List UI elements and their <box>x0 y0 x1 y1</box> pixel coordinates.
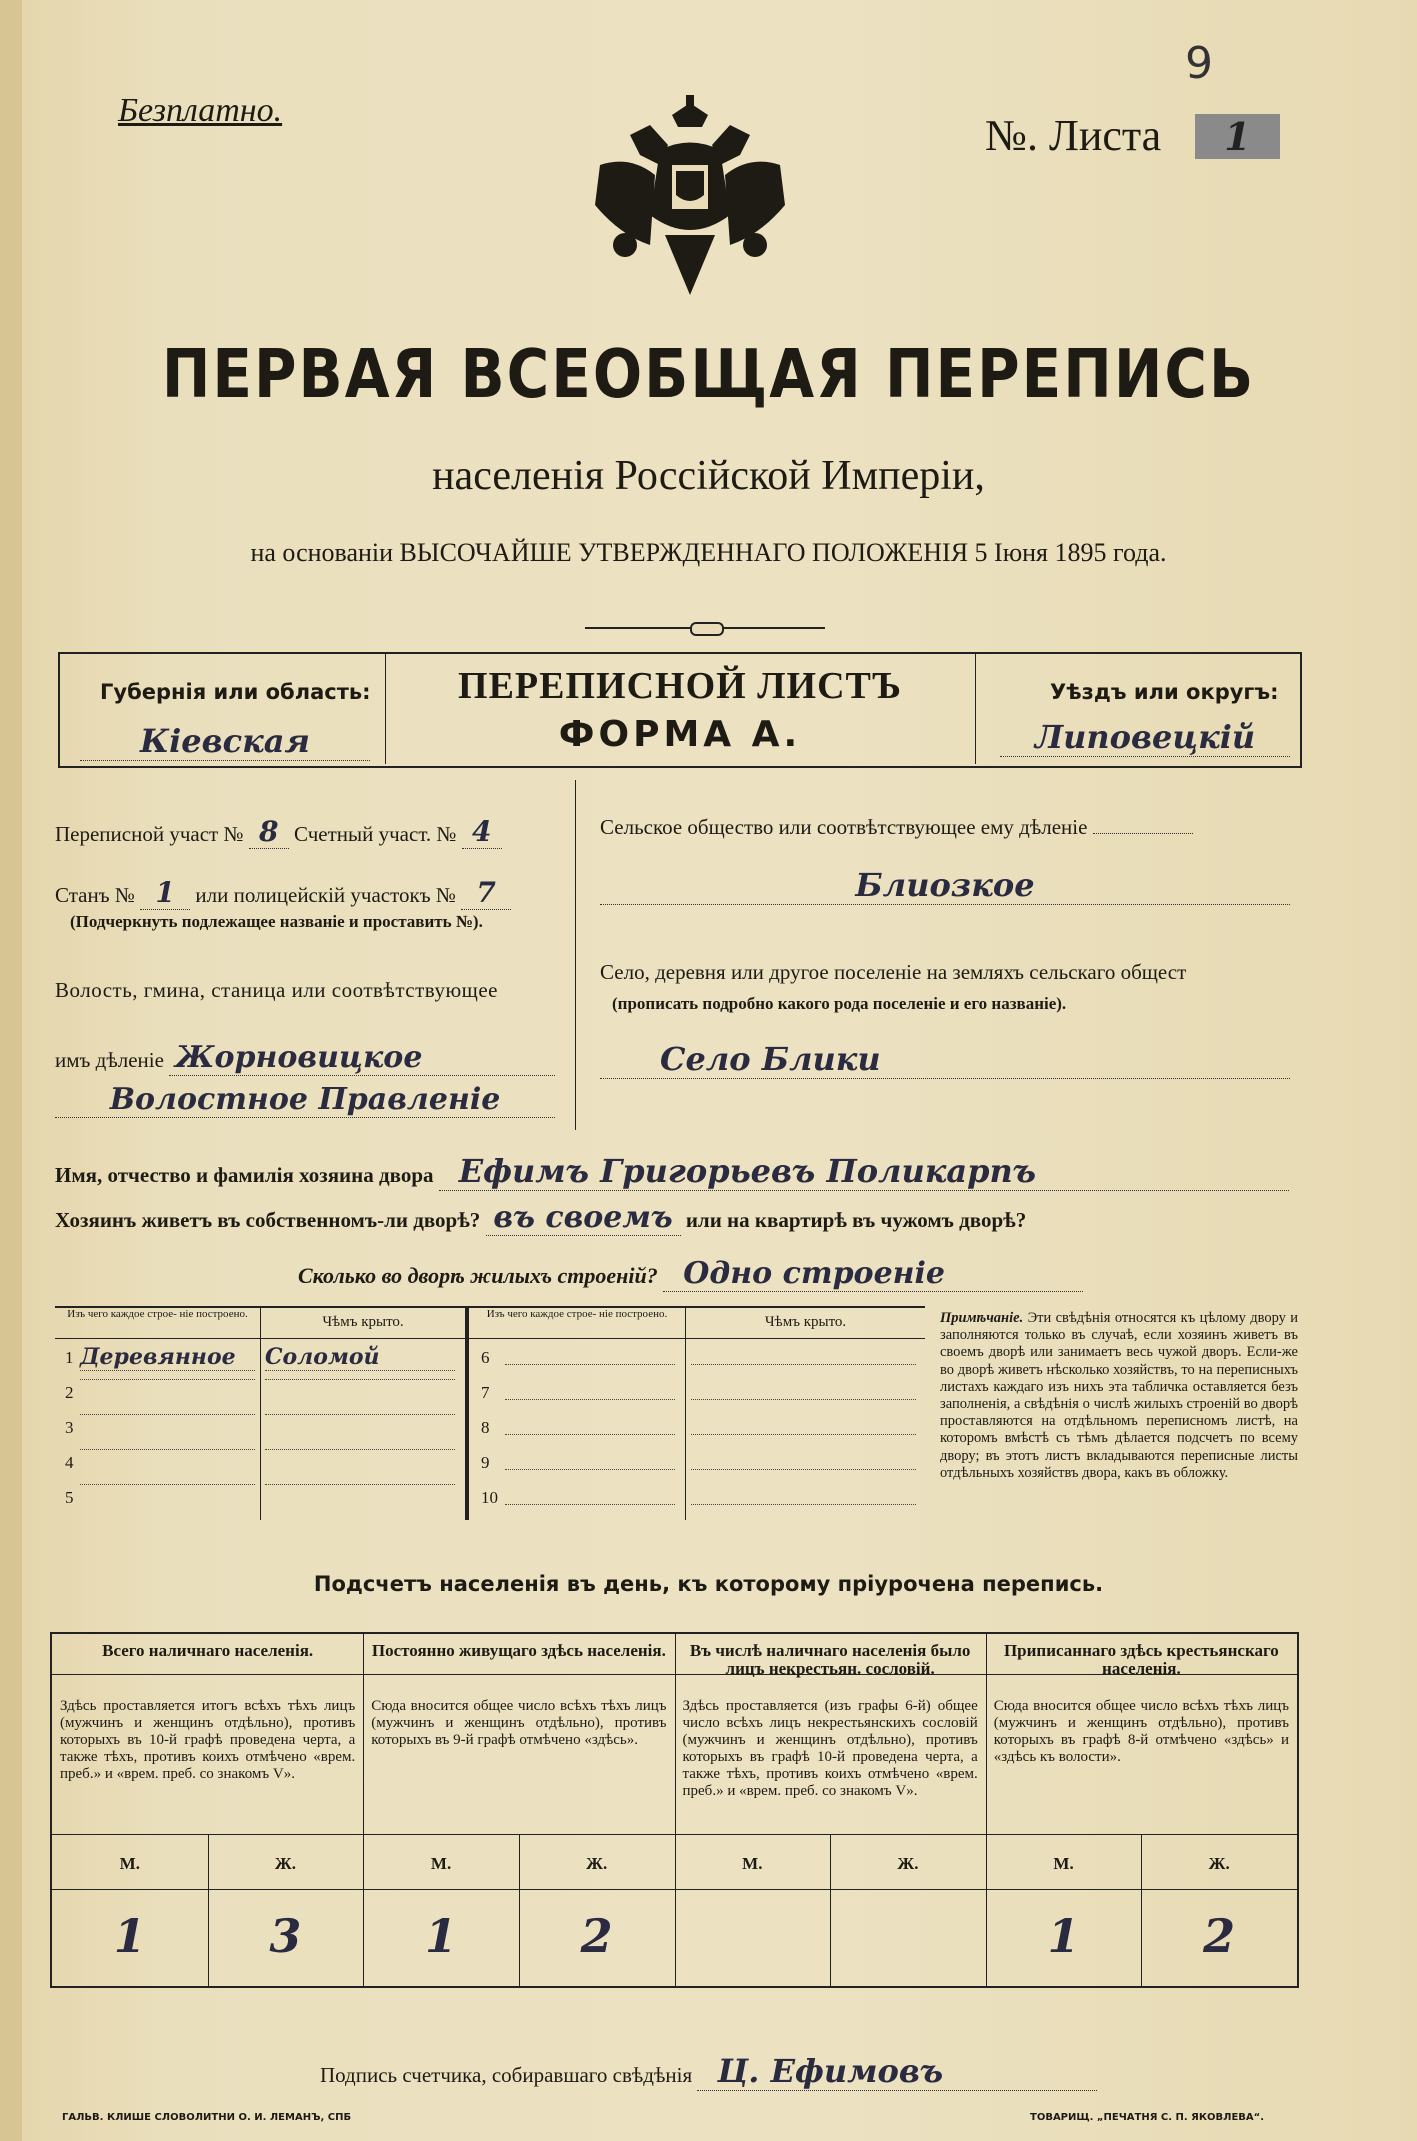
main-title: ПЕРВАЯ ВСЕОБЩАЯ ПЕРЕПИСЬ <box>161 334 1256 414</box>
row-number: 3 <box>65 1418 74 1437</box>
count-col-desc: Здѣсь проставляется (изъ графы 6-й) общее число всѣхъ лицъ некрестьянскихъ сословій (мужчинъ и женщинъ отдѣльно), противъ которыхъ въ графѣ 10-й проведена черта, а также тѣхъ, противъ коихъ отмѣчено «врем. преб.» и «врем. преб. со знакомъ V». <box>682 1698 978 1799</box>
count-col-desc: Здѣсь проставляется итогъ всѣхъ тѣхъ лицъ (мужчинъ и женщинъ отдѣльно), противъ которыхъ въ 10-й графѣ проведена черта, а также тѣхъ, противъ коихъ отмѣчено «врем. преб.» и «врем. преб. со знакомъ V». <box>60 1698 356 1782</box>
lives-value: въ своемъ <box>486 1200 681 1236</box>
row-number: 8 <box>481 1418 490 1437</box>
row-roof <box>691 1434 916 1435</box>
count-col-desc: Сюда вносится общее число всѣхъ тѣхъ лицъ (мужчинъ и женщинъ отдѣльно), противъ которыхъ въ графѣ 8-й отмѣчено «здѣсь» и «здѣсь къ волости». <box>993 1698 1289 1765</box>
row-number: 7 <box>481 1383 490 1402</box>
col-material-header-right: Изъ чего каждое строе- ніе построено. <box>486 1308 668 1320</box>
row-material <box>505 1364 675 1365</box>
row-material <box>505 1504 675 1505</box>
divider <box>975 652 976 764</box>
divider <box>260 1306 261 1520</box>
underline-note: (Подчеркнуть подлежащее названіе и проставить №). <box>70 912 483 931</box>
details-divider <box>575 780 576 1130</box>
gubernia-label: Губернія или область: <box>100 680 371 704</box>
count-col-desc: Сюда вносится общее число всѣхъ тѣхъ лицъ (мужчинъ и женщинъ отдѣльно), противъ которыхъ въ 9-й графѣ отмѣчено «здѣсь». <box>371 1698 667 1748</box>
lives-label: Хозяинъ живетъ въ собственномъ-ли дворѣ? <box>55 1208 481 1232</box>
village-label: Село, деревня или другое поселеніе на земляхъ сельскаго общест <box>600 960 1187 984</box>
buildings-label: Сколько во дворѣ жилыхъ строеній? <box>298 1263 658 1288</box>
society-value: Блиозкое <box>600 866 1290 905</box>
note-title: Примѣчаніе. <box>940 1310 1024 1326</box>
count-m-label: М. <box>742 1854 763 1873</box>
count-m-value: 1 <box>425 1909 458 1963</box>
sheet-number-label: №. Листа <box>985 111 1162 160</box>
count-f-label: Ж. <box>274 1854 296 1873</box>
row-number: 5 <box>65 1488 74 1507</box>
col-roof-header-right: Чѣмъ крыто. <box>764 1314 847 1330</box>
count-m-label: М. <box>1053 1854 1074 1873</box>
col-material-header: Изъ чего каждое строе- ніе построено. <box>67 1308 248 1320</box>
basis-text: на основаніи ВЫСОЧАЙШЕ УТВЕРЖДЕННАГО ПОЛОЖЕНІЯ 5 Іюня 1895 года. <box>250 538 1167 567</box>
divider <box>52 1674 1297 1675</box>
uezd-value: Липовецкій <box>1000 718 1290 757</box>
count-f-value: 3 <box>269 1909 302 1963</box>
lives-label-2: или на квартирѣ въ чужомъ дворѣ? <box>685 1208 1027 1232</box>
count-m-value: 1 <box>1047 1909 1080 1963</box>
count-col-head: Постоянно живущаго здѣсь населенія. <box>371 1641 666 1660</box>
row-number: 2 <box>65 1383 74 1402</box>
col-roof-header: Чѣмъ крыто. <box>322 1314 404 1330</box>
row-material <box>505 1469 675 1470</box>
free-label: Безплатно. <box>118 92 283 129</box>
volost-value-2: Волостное Правленіе <box>55 1082 555 1118</box>
stan-label: Станъ № <box>55 883 135 907</box>
divider <box>685 1306 686 1520</box>
count-f-value: 2 <box>1203 1909 1236 1963</box>
volost-value-1: Жорновицкое <box>169 1040 555 1076</box>
row-roof: Соломой <box>265 1344 455 1371</box>
uezd-label: Уѣздъ или округъ: <box>1050 680 1279 704</box>
owner-name-value: Ефимъ Григорьевъ Поликарпъ <box>439 1152 1289 1191</box>
count-m-label: М. <box>119 1854 140 1873</box>
divider <box>55 1338 925 1339</box>
village-value: Село Блики <box>600 1040 1290 1079</box>
row-roof <box>691 1399 916 1400</box>
divider <box>675 1634 676 1986</box>
divider <box>52 1889 1297 1890</box>
schetny-label: Счетный участ. № <box>294 822 457 846</box>
page-mark: 9 <box>1185 38 1213 89</box>
count-m-value: 1 <box>113 1909 146 1963</box>
row-material <box>505 1399 675 1400</box>
paper-edge <box>0 0 22 2141</box>
row-material: Деревянное <box>80 1344 255 1371</box>
form-title: ПЕРЕПИСНОЙ ЛИСТЪ <box>458 665 902 707</box>
count-col-head: Всего наличнаго населенія. <box>102 1641 314 1660</box>
row-number: 9 <box>481 1453 490 1472</box>
buildings-table <box>55 1306 925 1520</box>
row-material <box>80 1484 255 1485</box>
count-f-label: Ж. <box>1208 1854 1230 1873</box>
schetny-value: 4 <box>462 815 502 849</box>
count-col-head: Приписаннаго здѣсь крестьянскаго населенія. <box>1003 1641 1279 1678</box>
count-m-label: М. <box>430 1854 452 1873</box>
count-f-value: 2 <box>580 1909 613 1963</box>
row-roof <box>691 1504 916 1505</box>
row-roof <box>265 1414 455 1415</box>
buildings-value: Одно строеніе <box>663 1256 1083 1292</box>
owner-name-label: Имя, отчество и фамилія хозяина двора <box>55 1163 434 1187</box>
volost-label-2: имъ дѣленіе <box>55 1048 164 1072</box>
row-material <box>505 1434 675 1435</box>
row-number: 10 <box>481 1488 498 1507</box>
village-note: (прописать подробно какого рода поселеніе и его названіе). <box>612 994 1067 1013</box>
form-subtitle: ФОРМА А. <box>558 714 802 755</box>
divider <box>52 1834 1297 1835</box>
count-f-label: Ж. <box>897 1854 919 1873</box>
divider <box>465 1306 469 1520</box>
row-number: 4 <box>65 1453 74 1472</box>
row-material <box>80 1449 255 1450</box>
row-material <box>80 1379 255 1380</box>
count-title: Подсчетъ населенія въ день, къ которому пріурочена перепись. <box>313 1572 1104 1596</box>
stan-value: 1 <box>140 876 190 910</box>
police-label: или полицейскій участокъ № <box>195 883 456 907</box>
ornament-divider <box>585 622 825 634</box>
subtitle: населенія Россійской Имперіи, <box>432 453 985 499</box>
row-roof <box>691 1469 916 1470</box>
count-col-head: Въ числѣ наличнаго населенія было лицъ некрестьян. сословій. <box>689 1641 971 1678</box>
police-value: 7 <box>461 876 511 910</box>
sheet-number-value: 1 <box>1195 114 1280 159</box>
note-text: Эти свѣдѣнія относятся къ цѣлому двору и заполняются только въ случаѣ, если хозяинъ живетъ въ своемъ дворѣ или занимаетъ весь чужой дворъ. Если-же во дворѣ живетъ нѣсколько хозяйствъ, то на переписныхъ листахъ каждаго изъ нихъ эта табличка оставляется безъ заполненія, а свѣдѣнія о числѣ жилыхъ строеній во дворѣ проставляются на отдѣльномъ переписномъ листѣ, на которомъ вмѣстѣ съ тѣмъ дѣлается подсчетъ по всему двору; въ этотъ листъ вкладываются переписные листы отдѣльныхъ хозяйствъ двора, какъ въ обложку. <box>940 1310 1298 1481</box>
society-label-dots <box>1093 833 1193 834</box>
row-roof <box>265 1449 455 1450</box>
gubernia-value: Кіевская <box>80 722 370 761</box>
row-roof <box>265 1379 455 1380</box>
footer-left: ГАЛЬВ. КЛИШЕ СЛОВОЛИТНИ О. И. ЛЕМАНЪ, СПБ <box>62 2112 352 2123</box>
note-block <box>940 1310 1298 1482</box>
volost-label: Волость, гмина, станица или соотвѣтствующее <box>55 978 498 1002</box>
perepisnoy-value: 8 <box>249 815 289 849</box>
row-number: 1 <box>65 1348 74 1367</box>
double-headed-eagle-icon <box>590 95 790 305</box>
society-label: Сельское общество или соотвѣтствующее ему дѣленіе <box>600 815 1088 839</box>
row-roof <box>691 1364 916 1365</box>
perepisnoy-label: Переписной участ № <box>55 822 244 846</box>
count-f-label: Ж. <box>586 1854 608 1873</box>
row-roof <box>265 1484 455 1485</box>
row-material <box>80 1414 255 1415</box>
footer-right: ТОВАРИЩ. „ПЕЧАТНЯ С. П. ЯКОВЛЕВА“. <box>1030 2112 1265 2123</box>
signature-value: Ц. Ефимовъ <box>697 2052 1097 2091</box>
signature-label: Подпись счетчика, собиравшаго свѣдѣнія <box>320 2063 693 2087</box>
row-number: 6 <box>481 1348 490 1367</box>
count-table <box>50 1632 1299 1988</box>
